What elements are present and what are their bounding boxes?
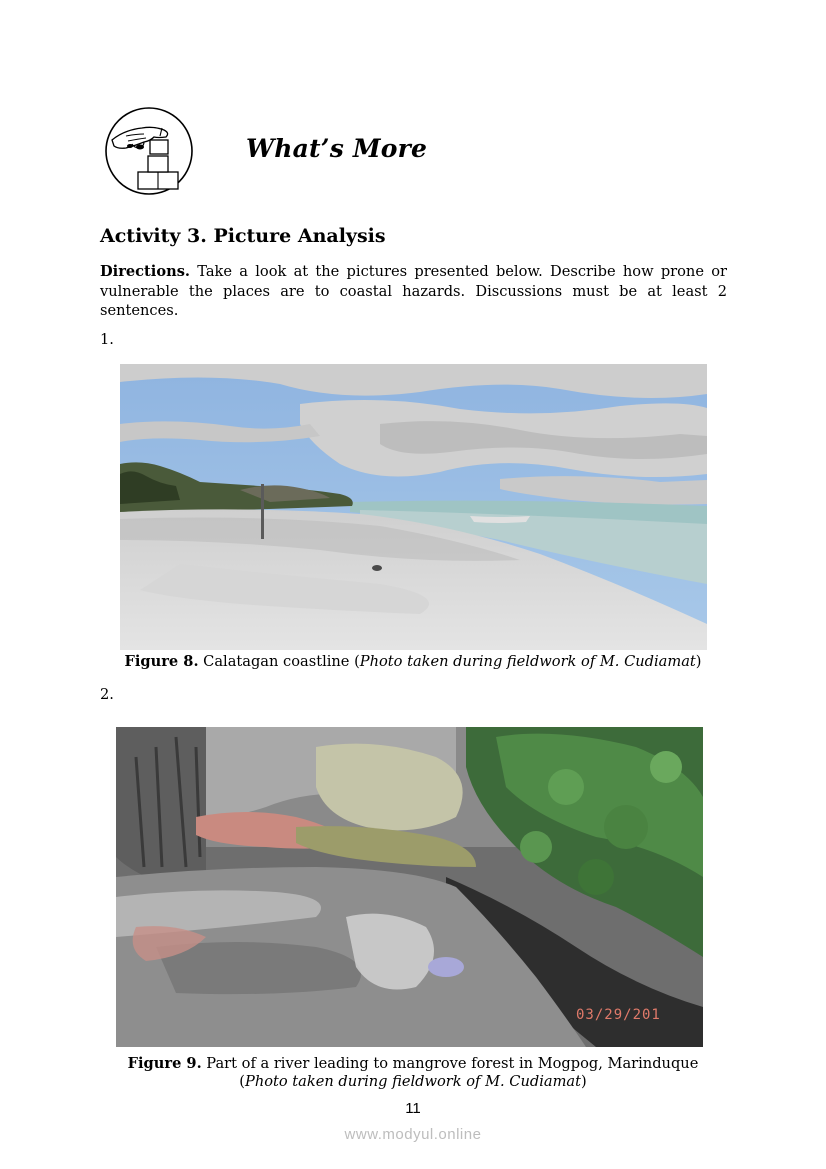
figure-9-caption-credit-line <box>0 1073 826 1090</box>
figure-9-caption <box>0 1055 826 1072</box>
figure-9-label: Figure 9. <box>127 1055 202 1072</box>
figure-8-caption-credit: Photo taken during fieldwork of M. Cudiamat <box>359 653 696 670</box>
item-number-1: 1. <box>100 331 114 348</box>
river-mangrove-photo <box>116 727 703 1047</box>
item-number-2: 2. <box>100 686 114 703</box>
figure-8-caption <box>0 653 826 670</box>
figure-9-caption-open: ( <box>239 1073 245 1090</box>
figure-9-caption-text: Part of a river leading to mangrove forest in Mogpog, Marinduque <box>201 1055 699 1072</box>
watermark: www.modyul.online <box>344 1126 482 1143</box>
directions-paragraph <box>100 262 727 321</box>
section-title: What’s More <box>246 134 428 163</box>
figure-9-caption-credit: Photo taken during fieldwork of M. Cudiamat <box>245 1073 581 1090</box>
directions-label: Directions. <box>100 263 190 280</box>
activity-title: Activity 3. Picture Analysis <box>100 225 386 247</box>
directions-text: Take a look at the pictures presented below. Describe how prone or vulnerable the places are to coastal hazards. Discussions must be at least 2 sentences. <box>100 263 727 319</box>
figure-9-caption-end: ) <box>580 1073 587 1090</box>
figure-8-caption-end: ) <box>695 653 702 670</box>
page-number: 11 <box>405 1100 421 1117</box>
photo-timestamp: 03/29/201 <box>576 1007 661 1023</box>
coastline-photo <box>120 364 707 650</box>
figure-8-label: Figure 8. <box>124 653 199 670</box>
figure-8-caption-text: Calatagan coastline ( <box>198 653 360 670</box>
hand-stacking-blocks-icon <box>104 106 194 196</box>
